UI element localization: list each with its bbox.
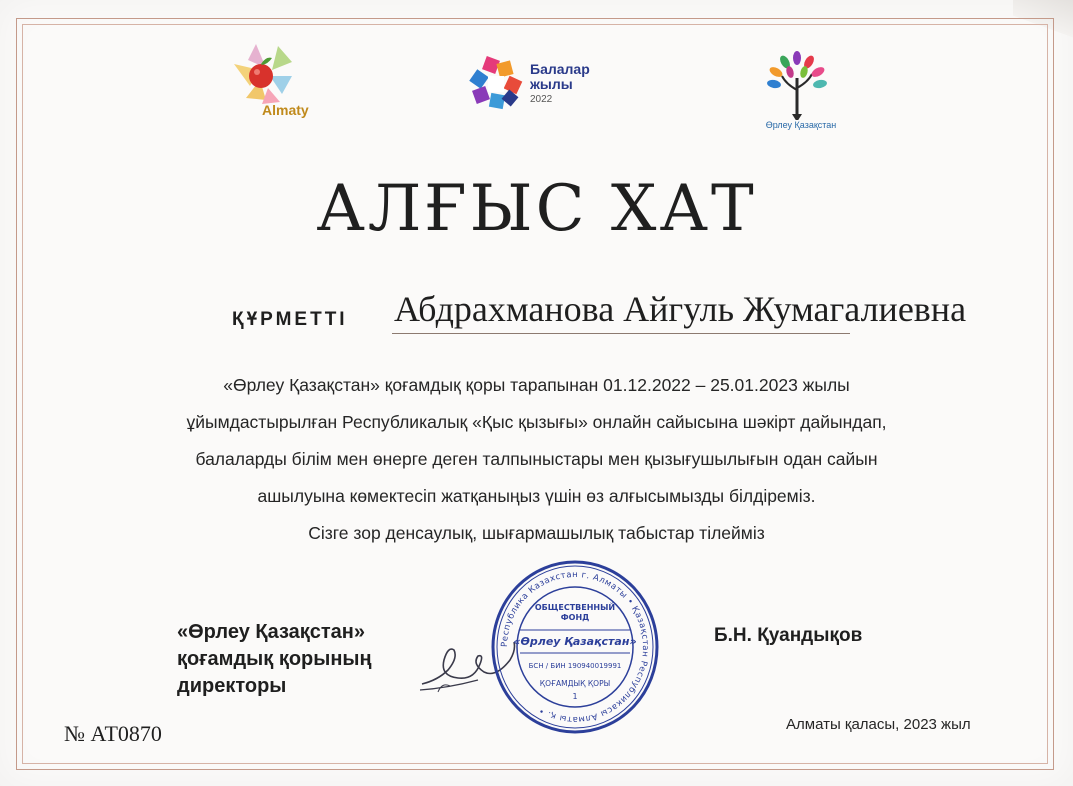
body-line: балаларды білім мен өнерге деген талпыныстары мен қызығушылығын одан сайын [195, 449, 878, 469]
organization-title [177, 619, 372, 700]
honorific-label: ҚҰРМЕТТІ [232, 309, 348, 330]
body-line: ашылуына көмектесіп жатқаныңыз үшін өз алғысымызды білдіреміз. [257, 486, 816, 506]
body-line: Сізге зор денсаулық, шығармашылық табыстар тілейміз [308, 523, 765, 543]
recipient-underline [392, 333, 850, 334]
almaty-star-apple-icon [226, 40, 326, 110]
stamp-line2: ФОНД [560, 613, 590, 622]
organization-line2: қоғамдық қорының [177, 648, 372, 670]
certificate-title: АЛҒЫС ХАТ [316, 172, 757, 246]
balalar-zhyly-text [530, 62, 590, 107]
balalar-line2: жылы [530, 76, 573, 92]
balalar-zhyly-logo [468, 56, 608, 112]
document-number: № АТ0870 [64, 721, 162, 746]
stamp-ring-text: Республика Казахстан г. Алматы • Қазақстан Республикасы Алматы қ. • [499, 569, 651, 725]
stamp-line1: ОБЩЕСТВЕННЫЙ [534, 603, 616, 612]
stamp-number: 1 [572, 692, 578, 701]
place-and-year: Алматы қаласы, 2023 жыл [786, 716, 971, 733]
stamp-bin: БСН / БИН 190940019991 [528, 662, 622, 670]
certificate-body [120, 367, 953, 552]
organization-line3: директоры [177, 675, 287, 697]
stamp-line3: ҚОҒАМДЫҚ ҚОРЫ [539, 679, 611, 688]
orleu-tree-icon [752, 40, 842, 120]
almaty-wordmark: Almaty [262, 102, 309, 118]
balalar-line1: Балалар [530, 61, 590, 77]
stamp-center-text: «Өрлеу Қазақстан» [513, 635, 637, 648]
body-line: ұйымдастырылған Республикалық «Қыс қызығы» онлайн сайысына шәкірт дайындап, [186, 412, 887, 432]
recipient-name: Абдрахманова Айгуль Жумагалиевна [394, 289, 967, 329]
body-line: «Өрлеу Қазақстан» қоғамдық қоры тарапынан 01.12.2022 – 25.01.2023 жылы [223, 375, 850, 395]
balalar-year: 2022 [530, 94, 553, 105]
orleu-kazakhstan-logo [752, 40, 842, 136]
official-stamp [490, 558, 660, 736]
organization-line1: «Өрлеу Қазақстан» [177, 621, 366, 643]
orleu-caption: Өрлеу Қазақстан [765, 120, 837, 130]
almaty-logo [226, 40, 326, 126]
signer-name: Б.Н. Қуандықов [714, 625, 863, 646]
balalar-zhyly-mosaic-icon [468, 56, 526, 112]
